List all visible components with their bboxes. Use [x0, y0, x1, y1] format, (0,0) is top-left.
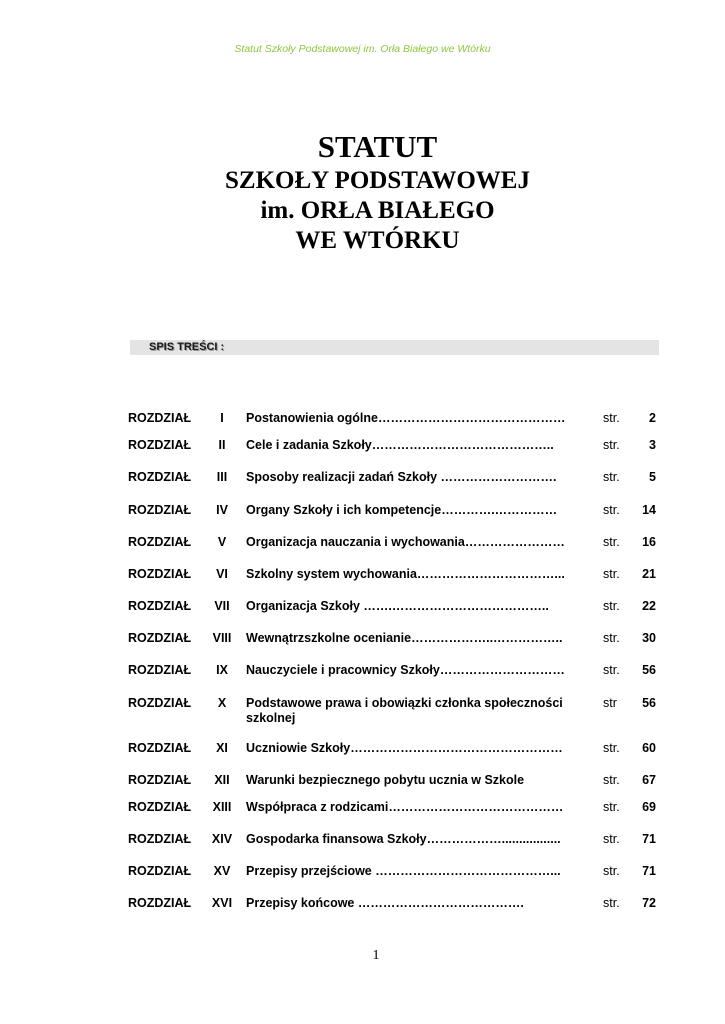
page-ref: 14	[642, 503, 656, 517]
chapter-label: ROZDZIAŁ	[128, 800, 192, 814]
chapter-number: XVI	[211, 896, 233, 910]
chapter-number: III	[216, 470, 228, 484]
page-prefix: str.	[603, 438, 620, 452]
title-line-4: WE WTÓRKU	[295, 227, 460, 254]
chapter-label: ROZDZIAŁ	[128, 773, 192, 787]
page-ref: 5	[649, 470, 656, 484]
title-line-3: im. ORŁA BIAŁEGO	[260, 197, 495, 224]
chapter-label: ROZDZIAŁ	[128, 663, 192, 677]
chapter-title: Wewnątrzszkolne ocenianie………………..……………..	[246, 631, 563, 645]
page-ref: 71	[642, 832, 656, 846]
chapter-label: ROZDZIAŁ	[128, 832, 192, 846]
page-prefix: str.	[603, 741, 620, 755]
page-ref: 56	[642, 696, 656, 710]
chapter-title: Sposoby realizacji zadań Szkoły ……………………….	[246, 470, 557, 484]
toc-heading: SPIS TREŚCI :	[149, 341, 225, 353]
page-ref: 16	[642, 535, 656, 549]
chapter-title: Cele i zadania Szkoły……………………………………..	[246, 438, 554, 452]
page-ref: 69	[642, 800, 656, 814]
chapter-label: ROZDZIAŁ	[128, 696, 192, 710]
chapter-title: Organizacja Szkoły …….………………………………..	[246, 599, 549, 613]
title-line-2: SZKOŁY PODSTAWOWEJ	[225, 167, 530, 194]
page-prefix: str.	[603, 832, 620, 846]
chapter-title: Współpraca z rodzicami……………………………………	[246, 800, 564, 814]
chapter-title: Szkolny system wychowania……………………………...	[246, 567, 565, 581]
page-prefix: str.	[603, 631, 620, 645]
chapter-number: IV	[216, 503, 228, 517]
chapter-label: ROZDZIAŁ	[128, 470, 192, 484]
page-ref: 56	[642, 663, 656, 677]
chapter-label: ROZDZIAŁ	[128, 599, 192, 613]
page-ref: 60	[642, 741, 656, 755]
page-ref: 3	[649, 438, 656, 452]
chapter-title: Podstawowe prawa i obowiązki członka społeczności szkolnej	[246, 696, 563, 725]
page-ref: 30	[642, 631, 656, 645]
page-prefix: str.	[603, 663, 620, 677]
chapter-number: X	[217, 696, 227, 710]
chapter-label: ROZDZIAŁ	[128, 411, 192, 425]
page-prefix: str.	[603, 567, 620, 581]
page-prefix: str.	[603, 896, 620, 910]
page-prefix: str.	[603, 411, 620, 425]
chapter-label: ROZDZIAŁ	[128, 503, 192, 517]
chapter-title: Postanowienia ogólne………………………………………	[246, 411, 566, 425]
page-prefix: str.	[603, 503, 620, 517]
page-number: 1	[372, 948, 380, 963]
chapter-number: IX	[216, 663, 228, 677]
page-ref: 71	[642, 864, 656, 878]
chapter-title: Gospodarka finansowa Szkoły……………….................	[246, 832, 561, 846]
chapter-title: Przepisy końcowe ………………………………….	[246, 896, 524, 910]
running-header: Statut Szkoły Podstawowej im. Orła Białego we Wtórku	[234, 43, 491, 55]
chapter-label: ROZDZIAŁ	[128, 438, 192, 452]
page-prefix: str.	[603, 800, 620, 814]
page-prefix: str.	[603, 773, 620, 787]
chapter-number: I	[220, 411, 224, 425]
document-title	[0, 128, 725, 256]
page-prefix: str.	[603, 535, 620, 549]
chapter-title: Uczniowie Szkoły……………………………………………	[246, 741, 563, 755]
chapter-title: Organy Szkoły i ich kompetencje………….……………	[246, 503, 558, 517]
page-prefix: str.	[603, 470, 620, 484]
page-prefix: str	[603, 696, 617, 710]
page-prefix: str.	[603, 864, 620, 878]
chapter-number: XI	[216, 741, 228, 755]
chapter-title: Warunki bezpiecznego pobytu ucznia w Szkole	[246, 773, 525, 787]
chapter-label: ROZDZIAŁ	[128, 896, 192, 910]
page-ref: 2	[649, 411, 656, 425]
page-ref: 67	[642, 773, 656, 787]
page-ref: 22	[642, 599, 656, 613]
chapter-label: ROZDZIAŁ	[128, 567, 192, 581]
chapter-title: Nauczyciele i pracownicy Szkoły…………………………	[246, 663, 565, 677]
page-ref: 21	[642, 567, 656, 581]
chapter-number: VII	[214, 599, 230, 613]
chapter-label: ROZDZIAŁ	[128, 741, 192, 755]
chapter-number: XIV	[211, 832, 233, 846]
chapter-label: ROZDZIAŁ	[128, 631, 192, 645]
title-line-1: STATUT	[317, 129, 438, 164]
chapter-number: XV	[213, 864, 231, 878]
chapter-title: Przepisy przejściowe ……………………………………...	[246, 864, 561, 878]
page-prefix: str.	[603, 599, 620, 613]
chapter-number: II	[218, 438, 226, 452]
chapter-number: VI	[216, 567, 228, 581]
chapter-number: XII	[214, 773, 230, 787]
chapter-number: VIII	[212, 631, 232, 645]
page-ref: 72	[642, 896, 656, 910]
chapter-number: V	[217, 535, 227, 549]
chapter-title: Organizacja nauczania i wychowania……………………	[246, 535, 565, 549]
chapter-label: ROZDZIAŁ	[128, 864, 192, 878]
chapter-number: XIII	[212, 800, 232, 814]
chapter-label: ROZDZIAŁ	[128, 535, 192, 549]
